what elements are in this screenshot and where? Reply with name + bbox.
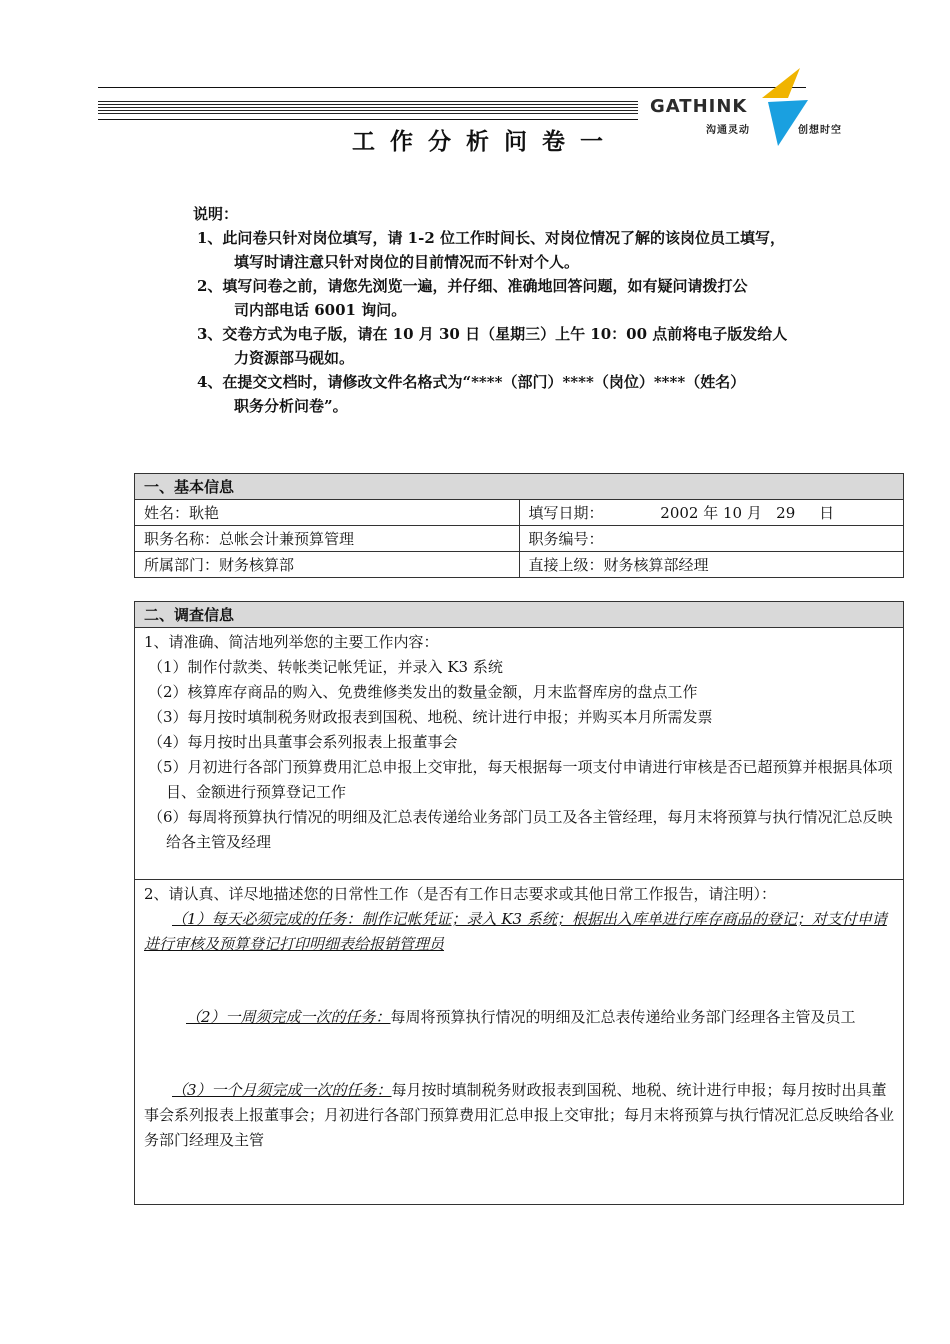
date-field (519, 500, 904, 526)
instructions-heading: 说明： (193, 205, 239, 223)
instruction-1 (193, 226, 833, 274)
duty-item-1: （1）制作付款类、转帐类记帐凭证，并录入 K3 系统 (148, 658, 503, 676)
name-field: 姓名：耿艳 (135, 500, 520, 526)
header-rule-stack (98, 101, 638, 116)
weekly-tasks (144, 1005, 894, 1030)
gathink-logo (648, 66, 858, 150)
instruction-1-line2: 填写时请注意只针对岗位的目前情况而不针对个人。 (234, 253, 580, 271)
basic-info-heading: 一、基本信息 (135, 474, 904, 500)
instructions (193, 202, 833, 418)
daily-work-cell (135, 880, 904, 1205)
question-1: 1、请准确、简洁地列举您的主要工作内容： (144, 633, 439, 651)
instruction-2 (193, 274, 833, 322)
supervisor-field: 直接上级：财务核算部经理 (519, 552, 904, 578)
survey-table (134, 601, 904, 1205)
logo-wordmark: GATHINK (650, 96, 748, 117)
header-rule-bottom (98, 119, 638, 120)
weekly-tasks-label: （2）一周须完成一次的任务： (186, 1008, 391, 1026)
instruction-4-line2: 职务分析问卷”。 (234, 397, 348, 415)
position-field: 职务名称：总帐会计兼预算管理 (135, 526, 520, 552)
instruction-3-line1: 3、交卷方式为电子版，请在 10 月 30 日（星期三）上午 10：00 点前将电子版发给人 (197, 325, 788, 343)
logo-tagline-right: 创想时空 (798, 125, 842, 136)
monthly-tasks-label: （3）一个月须完成一次的任务： (172, 1081, 392, 1099)
date-value: 2002 年 10 月 29 日 (660, 504, 835, 522)
survey-heading: 二、调查信息 (135, 602, 904, 628)
question-2: 2、请认真、详尽地描述您的日常性工作（是否有工作日志要求或其他日常工作报告，请注明）： (144, 885, 777, 903)
weekly-tasks-text: 每周将预算执行情况的明细及汇总表传递给业务部门经理各主管及员工 (390, 1008, 856, 1026)
instruction-2-line2: 司内部电话 6001 询问。 (234, 301, 407, 319)
daily-tasks (144, 907, 894, 957)
instruction-4-line1: 4、在提交文档时，请修改文件名格式为“****（部门）****（岗位）****（姓名） (197, 373, 746, 391)
instruction-3-line2: 力资源部马砚如。 (234, 349, 355, 367)
logo-tagline-left: 沟通灵动 (706, 125, 750, 136)
instruction-4 (193, 370, 833, 418)
daily-tasks-text: （1）每天必须完成的任务：制作记帐凭证；录入 K3 系统；根据出入库单进行库存商品的登记；对支付申请进行审核及预算登记打印明细表给报销管理员 (144, 910, 887, 953)
duty-item-4: （4）每月按时出具董事会系列报表上报董事会 (148, 733, 458, 751)
monthly-tasks (144, 1078, 894, 1153)
monthly-tasks-text: 每月按时填制税务财政报表到国税、地税、统计进行申报；每月按时出具董事会系列报表上报董事会；月初进行各部门预算费用汇总申报上交审批；每月末将预算与执行情况汇总反映给各业务部门经理及主管 (144, 1081, 895, 1149)
page-title: 工作分析问卷一 (352, 128, 618, 155)
instruction-2-line1: 2、填写问卷之前，请您先浏览一遍，并仔细、准确地回答问题，如有疑问请拨打公 (197, 277, 748, 295)
duty-item-2: （2）核算库存商品的购入、免费维修类发出的数量金额，月末监督库房的盘点工作 (148, 683, 698, 701)
duty-item-6: （6）每周将预算执行情况的明细及汇总表传递给业务部门员工及各主管经理，每月末将预算与执行情况汇总反映给各主管及经理 (148, 808, 893, 851)
position-no-field: 职务编号： (519, 526, 904, 552)
duty-item-3: （3）每月按时填制税务财政报表到国税、地税、统计进行申报；并购买本月所需发票 (148, 708, 713, 726)
basic-info-table (134, 473, 904, 578)
department-field: 所属部门：财务核算部 (135, 552, 520, 578)
date-label: 填写日期： (528, 504, 604, 522)
instruction-3 (193, 322, 833, 370)
main-duties-cell (135, 628, 904, 880)
instruction-1-line1: 1、此问卷只针对岗位填写，请 1-2 位工作时间长、对岗位情况了解的该岗位员工填写， (197, 229, 785, 247)
duty-item-5: （5）月初进行各部门预算费用汇总申报上交审批，每天根据每一项支付申请进行审核是否已超预算并根据具体项目、金额进行预算登记工作 (148, 758, 893, 801)
